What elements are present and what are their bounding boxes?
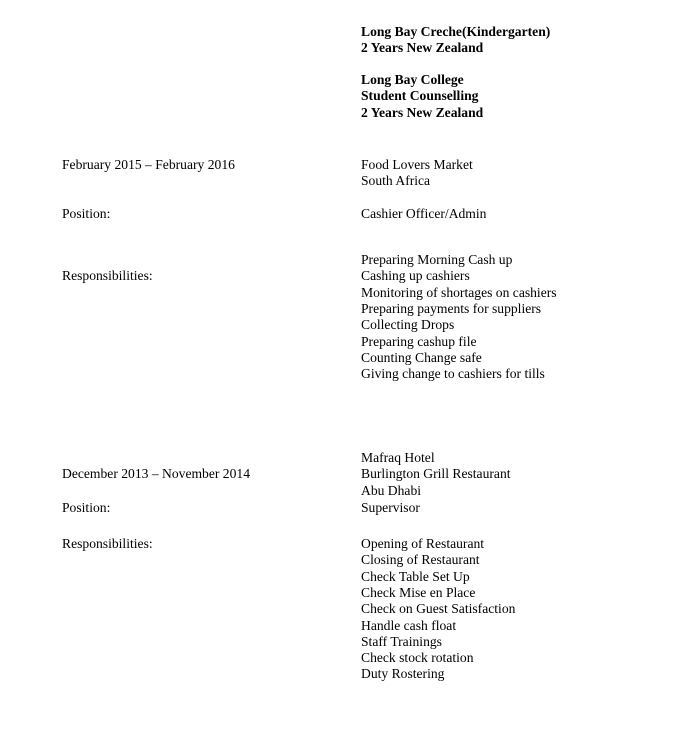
education-entry-line: Long Bay College (361, 72, 464, 87)
job1-responsibility-item: Preparing cashup file (361, 333, 477, 349)
education-entry-line: 2 Years New Zealand (361, 105, 484, 120)
job1-responsibility-item: Preparing payments for suppliers (361, 300, 542, 316)
job2-position-label: Position: (62, 499, 111, 515)
job1-location: South Africa (361, 173, 431, 188)
job1-date-range: February 2015 – February 2016 (62, 157, 235, 172)
job1-position-value: Cashier Officer/Admin (361, 206, 487, 221)
job1-responsibilities-label: Responsibilities: (62, 268, 153, 283)
job1-responsibility-item: Preparing Morning Cash up (361, 252, 513, 267)
job2-responsibility-item: Handle cash float (361, 617, 457, 633)
education-entry-line: Student Counselling (361, 88, 479, 103)
job2-position-value: Supervisor (361, 499, 420, 515)
job1-responsibility-item: Counting Change safe (361, 349, 482, 365)
job1-responsibility-item: Giving change to cashiers for tills (361, 366, 545, 382)
job2-employer: Mafraq Hotel (361, 450, 435, 465)
education-entry-line: 2 Years New Zealand (361, 40, 484, 55)
job2-location: Abu Dhabi (361, 482, 422, 498)
job2-employer: Burlington Grill Restaurant (361, 466, 511, 482)
job2-responsibility-item: Check Table Set Up (361, 568, 470, 584)
job1-position-label: Position: (62, 206, 111, 221)
job1-responsibility-item: Collecting Drops (361, 317, 455, 333)
job1-employer: Food Lovers Market (361, 157, 473, 172)
job2-responsibility-item: Check stock rotation (361, 650, 474, 666)
job2-responsibility-item: Check Mise en Place (361, 584, 476, 600)
job1-responsibility-item: Monitoring of shortages on cashiers (361, 284, 557, 300)
job1-responsibility-item: Cashing up cashiers (361, 268, 470, 284)
education-entry-line: Long Bay Creche(Kindergarten) (361, 24, 551, 39)
job2-responsibility-item: Closing of Restaurant (361, 552, 480, 568)
job2-responsibilities-label: Responsibilities: (62, 536, 153, 551)
job2-date-range: December 2013 – November 2014 (62, 466, 250, 482)
job2-responsibility-item: Staff Trainings (361, 633, 442, 649)
job2-responsibility-item: Check on Guest Satisfaction (361, 601, 516, 617)
job2-responsibility-item: Duty Rostering (361, 666, 445, 682)
job2-responsibility-item: Opening of Restaurant (361, 536, 485, 551)
